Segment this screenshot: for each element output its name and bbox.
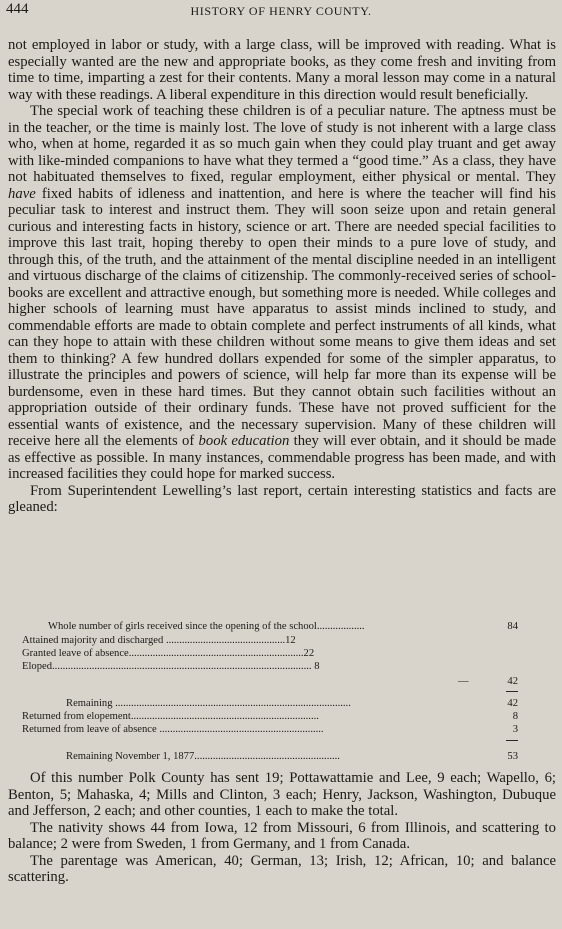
- paragraph-2-part-c: they will ever obtain, and it should be made as effective as possible. In many instances, commendable progress has been made, and with increased facilities they could hope for marked success.: [8, 433, 557, 482]
- stat-label: Eloped.................................................................................................. 8: [22, 661, 320, 672]
- paragraph-1: not employed in labor or study, with a large class, will be improved with reading. What is especially wanted are the new and appropriate books, as they come fresh and inviting from time to time, imparting a zest for their contents. Many a moral lesson may come in a natural way with these readings. A liberal expenditure in this direction would result beneficially.: [8, 37, 556, 103]
- italic-book-education: book education: [198, 433, 290, 449]
- paragraph-2: [8, 103, 556, 483]
- stat-label: —: [458, 676, 469, 687]
- stat-label: Whole number of girls received since the opening of the school..................: [48, 621, 365, 632]
- stat-label: Granted leave of absence..................................................................22: [22, 648, 315, 659]
- stat-row: [22, 635, 518, 647]
- stat-value: 42: [507, 698, 518, 709]
- stat-row: [22, 724, 518, 736]
- body-text: [8, 37, 556, 516]
- paragraph-2-part-a: The special work of teaching these children is of a peculiar nature. The aptness must be in the teacher, or the time is mainly lost. The love of study is not inherent with a large class who, when at home, regarded it as so much gain when they could play truant and get away with like-minded companions to have what they termed a “good time.” As a class, they have not habituated themselves to fixed, regular employment, either physical or mental. They: [8, 103, 556, 185]
- stat-label: Returned from elopement.......................................................................: [22, 711, 319, 722]
- stat-label: Returned from leave of absence ..............................................................: [22, 724, 324, 735]
- paragraph-6: The parentage was American, 40; German, 13; Irish, 12; African, 10; and balance scattering.: [8, 852, 556, 885]
- stat-value: 42: [507, 676, 518, 687]
- stat-value: 84: [507, 621, 518, 632]
- stat-value: 53: [507, 751, 518, 762]
- stat-row: [22, 676, 518, 688]
- page-number: 444: [6, 1, 29, 17]
- paragraph-4: Of this number Polk County has sent 19; Pottawattamie and Lee, 9 each; Wapello, 6; Benton, 5; Mahaska, 4; Mills and Clinton, 3 each; Henry, Jackson, Washington, Dubuque and Jefferson, 2 each; and other counties, 1 each to make the total.: [8, 770, 556, 819]
- sum-rule: [506, 691, 518, 692]
- paragraph-2-part-b: fixed habits of idleness and inattention, and here is where the teacher will find his peculiar task to interest and instruct them. They will soon seize upon and retain general curious and interesting facts in history, science or art. There are needed special facilities to improve this last trait, hoping thereby to open their minds to a pure love of study, and through this, of the truth, and the attainment of the mental discipline needed in an intelligent and virtuous discharge of the claims of citizenship. The commonly-received series of school-books are excellent and attractive enough, but something more is needed. While colleges and higher schools of learning must have apparatus to assist minds inclined to study, and commendable efforts are made to obtain complete and perfect instruments of all kinds, what can they hope to attain with these children without some means to give them ideas and set them to thinking? A few hundred dollars expended for some of the simpler apparatus, to illustrate the principles and powers of science, will help far more than its expense will be burdensome, even in these hard times. But they cannot obtain such facilities without an appropriation outside of their ordinary funds. These have not proved sufficient for the essential wants of existence, and the necessary supervision. Many of these children will receive here all the elements of: [8, 185, 556, 449]
- stat-row: [22, 711, 518, 723]
- stat-row: [22, 621, 518, 633]
- closing-text: [8, 770, 556, 886]
- stat-row: [22, 661, 518, 673]
- stat-label: Attained majority and discharged .............................................12: [22, 635, 296, 646]
- stat-value: 8: [512, 711, 518, 722]
- page-header: [0, 0, 562, 22]
- paragraph-5: The nativity shows 44 from Iowa, 12 from Missouri, 6 from Illinois, and scattering to balance; 2 were from Sweden, 1 from Germany, and 1 from Canada.: [8, 819, 556, 852]
- stat-label: Remaining November 1, 1877.......................................................: [66, 751, 340, 762]
- running-head: HISTORY OF HENRY COUNTY.: [190, 4, 372, 18]
- stat-value: 3: [512, 724, 518, 735]
- stat-label: Remaining .........................................................................................: [66, 698, 351, 709]
- sum-rule: [506, 740, 518, 741]
- stat-row: [22, 751, 518, 763]
- stat-row: [22, 648, 518, 660]
- stat-row: [22, 698, 518, 710]
- italic-have: have: [8, 185, 36, 202]
- paragraph-3: From Superintendent Lewelling’s last report, certain interesting statistics and facts are gleaned:: [8, 482, 556, 515]
